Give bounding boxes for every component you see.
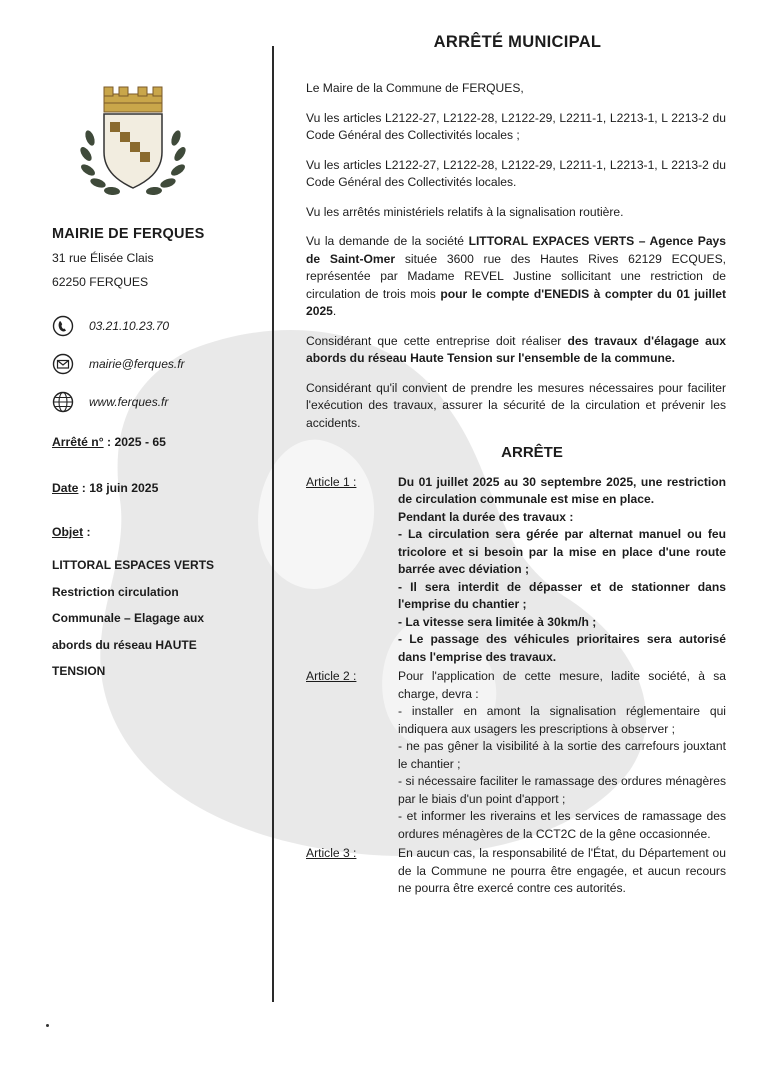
mail-icon: [52, 353, 74, 375]
objet-line: LITTORAL ESPACES VERTS: [52, 558, 215, 572]
article-label: Article 2 :: [306, 669, 357, 683]
article-line: En aucun cas, la responsabilité de l'État, du Département ou de la Commune ne pourra être engagée, et aucun recours ne pourra être exercé contre ces autorités.: [398, 846, 726, 895]
article-label: Article 1 :: [306, 474, 357, 489]
article-label: Article 3 :: [306, 846, 357, 860]
article-line: Pour l'application de cette mesure, ladite société, à sa charge, devra :: [398, 669, 726, 701]
article-line: Pendant la durée des travaux :: [398, 509, 574, 524]
contact-website: [52, 391, 262, 413]
coat-of-arms-logo: [74, 82, 192, 200]
date-value: : 18 juin 2025: [78, 481, 159, 495]
objet-label: Objet: [52, 525, 84, 539]
article-3: [306, 845, 726, 898]
scan-speck: [46, 1024, 49, 1027]
request-scope: pour le compte d'ENEDIS à compter du 01 juillet 2025: [306, 286, 726, 318]
vu-paragraph: Vu les arrêtés ministériels relatifs à la signalisation routière.: [306, 204, 624, 219]
globe-icon: [52, 391, 74, 413]
intro-paragraph: Le Maire de la Commune de FERQUES,: [306, 81, 524, 95]
article-body: [398, 474, 726, 667]
decree-heading: ARRÊTE: [501, 444, 563, 461]
request-text: .: [332, 304, 337, 318]
page-title: ARRÊTÉ MUNICIPAL: [433, 33, 602, 51]
article-line: - Il sera interdit de dépasser et de stationner dans l'emprise du chantier ;: [398, 579, 726, 611]
objet-colon: :: [83, 525, 91, 539]
arrete-value: : 2025 - 65: [103, 435, 166, 449]
phone-icon: [52, 315, 74, 337]
objet-line: Communale – Elagage aux: [52, 611, 205, 625]
works-description: des travaux d'élagage aux abords du réseau Haute Tension sur l'ensemble de la commune.: [306, 333, 726, 365]
arrete-date: [52, 481, 262, 495]
article-line: - Le passage des véhicules prioritaires sera autorisé dans l'emprise des travaux.: [398, 632, 726, 664]
main-content: [306, 80, 726, 898]
website-url[interactable]: www.ferques.fr: [89, 395, 169, 409]
vertical-divider: [272, 46, 274, 1002]
article-line: - ne pas gêner la visibilité à la sortie des carrefours jouxtant le chantier ;: [398, 739, 726, 771]
request-paragraph: [306, 233, 726, 321]
article-line: - La circulation sera gérée par alternat manuel ou feu tricolore et si besoin par la mise en place d'une route barrée avec déviation ;: [398, 527, 726, 576]
article-line: - La vitesse sera limitée à 30km/h ;: [398, 614, 597, 629]
mairie-name: MAIRIE DE FERQUES: [52, 226, 205, 242]
considerant-paragraph: Considérant qu'il convient de prendre les mesures nécessaires pour faciliter l'exécution des travaux, assurer la sécurité de la circulation et prévenir les accidents.: [306, 380, 726, 430]
article-line: - et informer les riverains et les services de ramassage des ordures ménagères de la CCT2C de la gêne occasionnée.: [398, 809, 726, 841]
objet-description: [52, 552, 262, 685]
objet-line: abords du réseau HAUTE: [52, 637, 197, 652]
objet-line: Restriction circulation: [52, 584, 179, 599]
arrete-number: [52, 435, 262, 449]
article-line: - installer en amont la signalisation réglementaire qui indiquera aux usagers les prescriptions à observer ;: [398, 704, 726, 736]
vu-paragraph: Vu les articles L2122-27, L2122-28, L2122-29, L2211-1, L2213-1, L 2213-2 du Code Général des Collectivités locales.: [306, 157, 726, 189]
article-line: Du 01 juillet 2025 au 30 septembre 2025, une restriction de circulation communale est mise en place.: [398, 474, 726, 506]
article-body: [398, 668, 726, 843]
contact-phone: [52, 315, 262, 337]
article-1: [306, 474, 726, 667]
considerant-paragraph: [306, 333, 726, 368]
date-label: Date: [52, 481, 79, 495]
address-city: 62250 FERQUES: [52, 275, 149, 289]
article-line: - si nécessaire faciliter le ramassage des ordures ménagères par le biais d'un point d'apport ;: [398, 774, 726, 806]
contact-email: [52, 353, 262, 375]
request-text: située 3600 rue des Hautes Rives 62129 ECQUES, représentée par Madame REVEL Justine sollicitant une restriction de circulation de trois mois: [306, 251, 726, 301]
phone-number: 03.21.10.23.70: [89, 319, 170, 333]
article-body: [398, 845, 726, 898]
considerant-text: Considérant que cette entreprise doit réaliser: [306, 333, 568, 348]
request-text: Vu la demande de la société: [306, 234, 469, 248]
objet-heading: [52, 525, 262, 539]
vu-paragraph: Vu les articles L2122-27, L2122-28, L2122-29, L2211-1, L2213-1, L 2213-2 du Code Général des Collectivités locales ;: [306, 110, 726, 142]
sidebar: [52, 226, 262, 685]
email-address[interactable]: mairie@ferques.fr: [89, 357, 185, 371]
arrete-label: Arrêté n°: [52, 435, 104, 449]
address-street: 31 rue Élisée Clais: [52, 251, 154, 265]
article-2: [306, 668, 726, 843]
objet-line: TENSION: [52, 664, 106, 678]
company-name: LITTORAL EXPACES VERTS – Agence Pays de Saint-Omer: [306, 234, 726, 266]
